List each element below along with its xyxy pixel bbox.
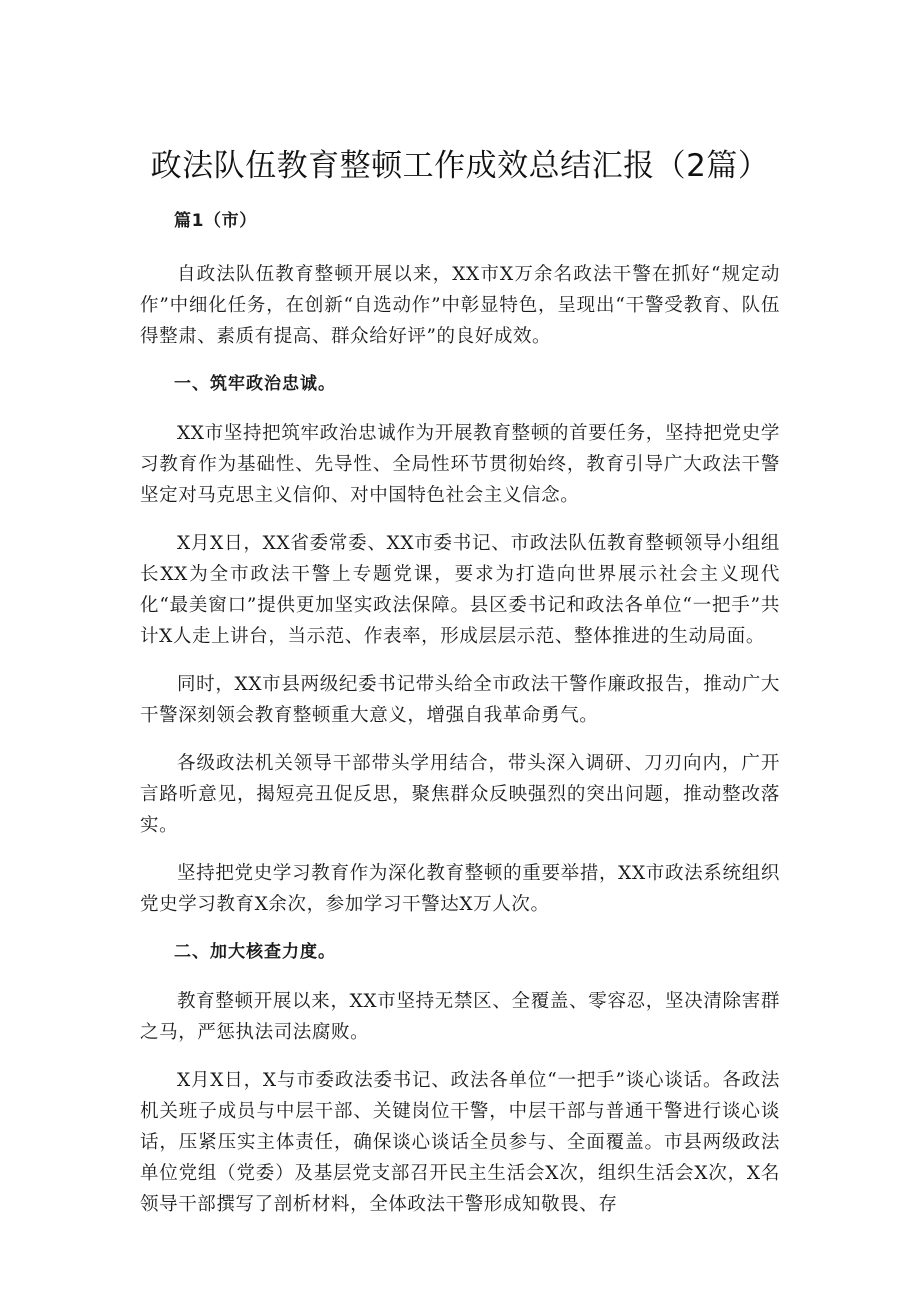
- section-heading-1: 一、筑牢政治忠诚。: [174, 374, 336, 394]
- document-title: 政法队伍教育整顿工作成效总结汇报（2篇）: [150, 148, 770, 184]
- section-heading-2: 二、加大核查力度。: [174, 942, 336, 962]
- body-paragraph: X月X日，XX省委常委、XX市委书记、市政法队伍教育整顿领导小组组长XX为全市政法干警上专题党课，要求为打造向世界展示社会主义现代化“最美窗口”提供更加坚实政法保障。县区委书记和政法各单位“一把手”共计X人走上讲台，当示范、作表率，形成层层示范、整体推进的生动局面。: [140, 533, 780, 647]
- body-paragraph: X月X日，X与市委政法委书记、政法各单位“一把手”谈心谈话。各政法机关班子成员与中层干部、关键岗位干警，中层干部与普通干警进行谈心谈话，压紧压实主体责任，确保谈心谈话全员参与、全面覆盖。市县两级政法单位党组（党委）及基层党支部召开民主生活会X次，组织生活会X次，X名领导干部撰写了剖析材料，全体政法干警形成知敬畏、存: [140, 1070, 780, 1215]
- body-paragraph: 坚持把党史学习教育作为深化教育整顿的重要举措，XX市政法系统组织党史学习教育X余次，参加学习干警达X万人次。: [140, 863, 780, 915]
- part-label: 篇1（市）: [174, 211, 257, 231]
- body-paragraph: 同时，XX市县两级纪委书记带头给全市政法干警作廉政报告，推动广大干警深刻领会教育整顿重大意义，增强自我革命勇气。: [140, 674, 780, 726]
- body-paragraph: 各级政法机关领导干部带头学用结合，带头深入调研、刀刃向内，广开言路听意见，揭短亮丑促反思，聚焦群众反映强烈的突出问题，推动整改落实。: [140, 753, 780, 836]
- body-paragraph: XX市坚持把筑牢政治忠诚作为开展教育整顿的首要任务，坚持把党史学习教育作为基础性、先导性、全局性环节贯彻始终，教育引导广大政法干警坚定对马克思主义信仰、对中国特色社会主义信念。: [140, 423, 780, 506]
- intro-paragraph: 自政法队伍教育整顿开展以来，XX市X万余名政法干警在抓好“规定动作”中细化任务，在创新“自选动作”中彰显特色，呈现出“干警受教育、队伍得整肃、素质有提高、群众给好评”的良好成效。: [140, 264, 780, 347]
- body-paragraph: 教育整顿开展以来，XX市坚持无禁区、全覆盖、零容忍，坚决清除害群之马，严惩执法司法腐败。: [140, 991, 780, 1043]
- document-body: [140, 206, 780, 1237]
